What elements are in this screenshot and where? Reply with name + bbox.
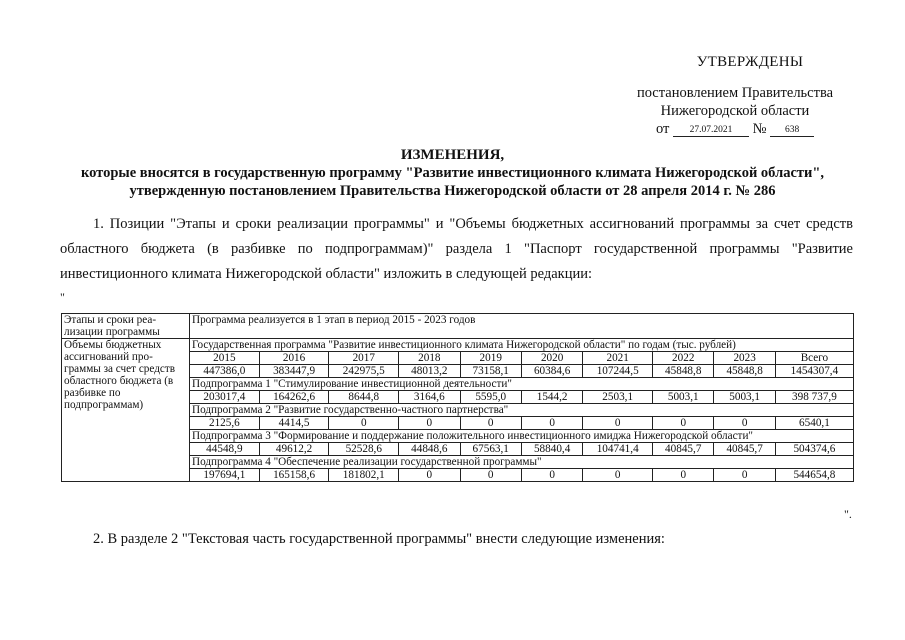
value-cell: 107244,5	[583, 365, 653, 378]
value-cell: 0	[653, 417, 714, 430]
year-cell: 2021	[583, 352, 653, 365]
stages-text: Программа реализуется в 1 этап в период 2015 - 2023 годов	[190, 314, 854, 339]
title-line-3: утвержденную постановлением Правительства Нижегородской области от 28 апреля 2014 г. № 286	[129, 183, 776, 199]
value-cell: 197694,1	[190, 469, 260, 482]
paragraph-2: 2. В разделе 2 "Текстовая часть государственной программы" внести следующие изменения:	[93, 531, 665, 547]
value-cell: 52528,6	[329, 443, 399, 456]
approval-block	[600, 54, 870, 138]
approval-date: 27.07.2021	[673, 124, 749, 137]
value-cell: 504374,6	[775, 443, 853, 456]
subprogram-4-name: Подпрограмма 4 "Обеспечение реализации государственной программы"	[190, 456, 854, 469]
approval-line-1: постановлением Правительства	[636, 85, 834, 101]
value-cell: 73158,1	[460, 365, 521, 378]
approval-line-2: Нижегородской области	[660, 103, 810, 119]
value-cell: 447386,0	[190, 365, 260, 378]
year-cell: 2023	[714, 352, 775, 365]
value-cell: 5595,0	[460, 391, 521, 404]
value-cell: 8644,8	[329, 391, 399, 404]
value-cell: 0	[521, 417, 582, 430]
year-cell: 2022	[653, 352, 714, 365]
year-cell: Всего	[775, 352, 853, 365]
value-cell: 398 737,9	[775, 391, 853, 404]
value-cell: 0	[460, 417, 521, 430]
value-cell: 40845,7	[714, 443, 775, 456]
subprogram-1-name: Подпрограмма 1 "Стимулирование инвестиционной деятельности"	[190, 378, 854, 391]
value-cell: 44848,6	[399, 443, 460, 456]
value-cell: 0	[583, 469, 653, 482]
value-cell: 0	[583, 417, 653, 430]
value-cell: 181802,1	[329, 469, 399, 482]
value-cell: 383447,9	[259, 365, 329, 378]
paragraph-1: 1. Позиции "Этапы и сроки реализации программы" и "Объемы бюджетных ассигнований программы за счет средств областного бюджета (в разбивке по подпрограммам)" раздела 1 "Паспорт государственной программы "Развитие инвестиционного климата Нижегородской области" изложить в следующей редакции:	[60, 216, 853, 282]
value-cell: 5003,1	[653, 391, 714, 404]
value-cell: 67563,1	[460, 443, 521, 456]
value-cell: 2503,1	[583, 391, 653, 404]
value-cell: 0	[399, 417, 460, 430]
subprogram-3-name: Подпрограмма 3 "Формирование и поддержание положительного инвестиционного имиджа Нижегородской области"	[190, 430, 854, 443]
budget-label: Объемы бюджетных ассигнований про-граммы за счет средств областного бюджета (в разбивке по подпрограммам)	[62, 339, 190, 482]
program-header: Государственная программа "Развитие инвестиционного климата Нижегородской области" по годам (тыс. рублей)	[190, 339, 854, 352]
year-cell: 2015	[190, 352, 260, 365]
quote-open: "	[60, 290, 65, 304]
value-cell: 44548,9	[190, 443, 260, 456]
value-cell: 5003,1	[714, 391, 775, 404]
number-sign: №	[752, 121, 767, 137]
quote-close: ".	[844, 507, 852, 521]
year-cell: 2020	[521, 352, 582, 365]
approved-stamp: УТВЕРЖДЕНЫ	[696, 54, 804, 70]
value-cell: 203017,4	[190, 391, 260, 404]
year-cell: 2017	[329, 352, 399, 365]
value-cell: 45848,8	[714, 365, 775, 378]
title-line-2: которые вносятся в государственную программу "Развитие инвестиционного климата Нижегородской области",	[80, 165, 825, 181]
value-cell: 165158,6	[259, 469, 329, 482]
value-cell: 60384,6	[521, 365, 582, 378]
value-cell: 0	[714, 417, 775, 430]
stages-row	[62, 314, 854, 339]
title-heading: ИЗМЕНЕНИЯ,	[400, 147, 505, 163]
value-cell: 0	[714, 469, 775, 482]
value-cell: 6540,1	[775, 417, 853, 430]
approval-date-line	[656, 120, 870, 138]
value-cell: 1544,2	[521, 391, 582, 404]
year-cell: 2016	[259, 352, 329, 365]
value-cell: 164262,6	[259, 391, 329, 404]
stages-label: Этапы и сроки реа-лизации программы	[62, 314, 190, 339]
year-cell: 2019	[460, 352, 521, 365]
value-cell: 4414,5	[259, 417, 329, 430]
passport-table	[61, 313, 854, 482]
value-cell: 544654,8	[775, 469, 853, 482]
value-cell: 1454307,4	[775, 365, 853, 378]
document-title	[0, 146, 905, 200]
value-cell: 0	[521, 469, 582, 482]
value-cell: 3164,6	[399, 391, 460, 404]
value-cell: 242975,5	[329, 365, 399, 378]
approval-number: 638	[770, 124, 814, 137]
program-header-row	[62, 339, 854, 352]
value-cell: 2125,6	[190, 417, 260, 430]
value-cell: 0	[460, 469, 521, 482]
year-cell: 2018	[399, 352, 460, 365]
value-cell: 45848,8	[653, 365, 714, 378]
subprogram-2-name: Подпрограмма 2 "Развитие государственно-частного партнерства"	[190, 404, 854, 417]
value-cell: 104741,4	[583, 443, 653, 456]
value-cell: 58840,4	[521, 443, 582, 456]
value-cell: 49612,2	[259, 443, 329, 456]
value-cell: 0	[653, 469, 714, 482]
value-cell: 48013,2	[399, 365, 460, 378]
date-prefix: от	[656, 121, 670, 137]
value-cell: 40845,7	[653, 443, 714, 456]
value-cell: 0	[329, 417, 399, 430]
value-cell: 0	[399, 469, 460, 482]
